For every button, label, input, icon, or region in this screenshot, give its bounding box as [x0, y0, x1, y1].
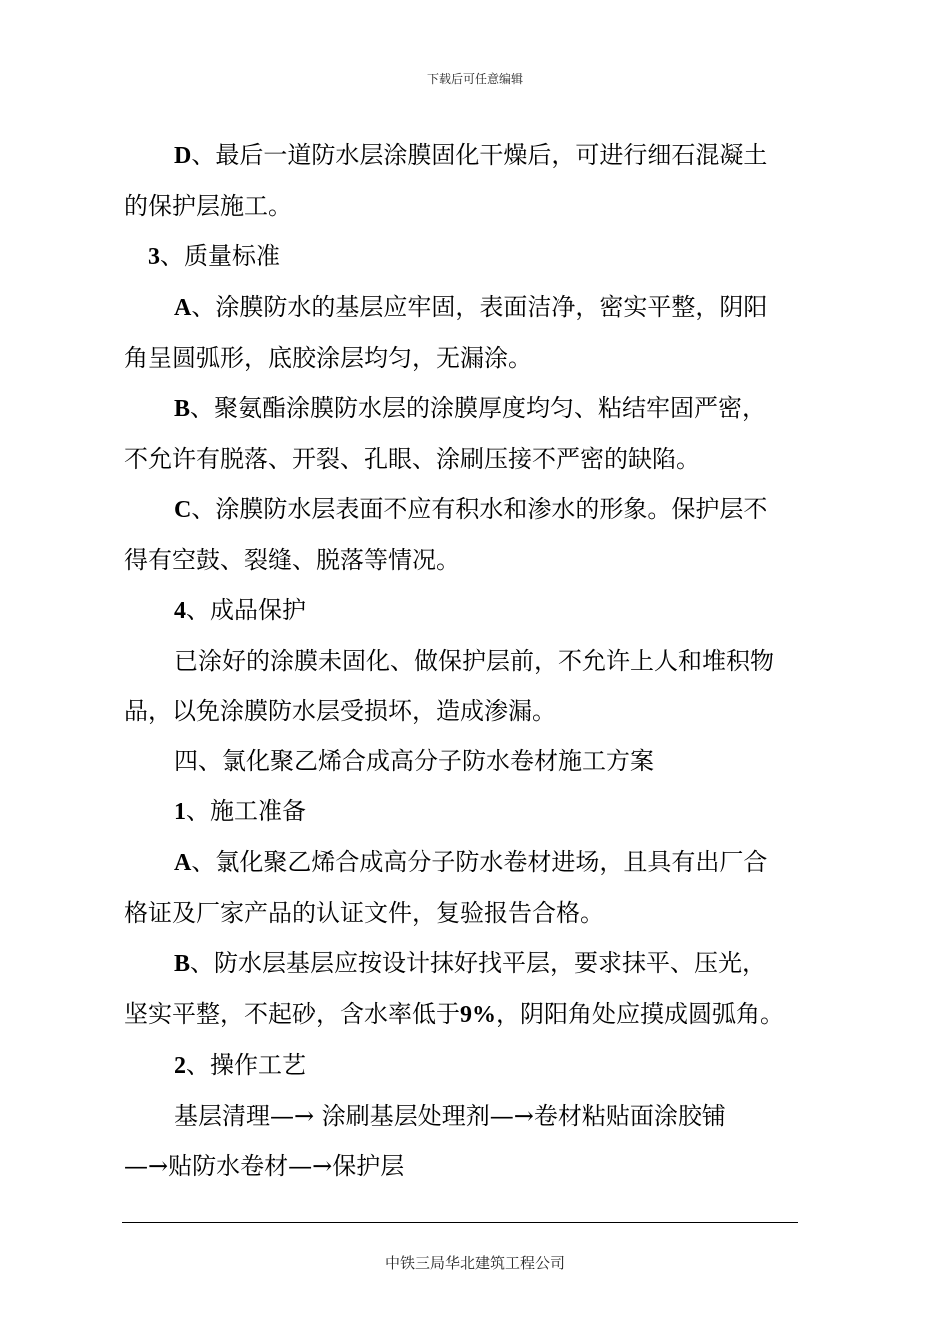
item-marker-a2: A — [174, 850, 192, 876]
flow-step-4: 贴防水卷材 — [168, 1152, 289, 1180]
item-marker-a: A — [174, 295, 192, 321]
flow-arrow-icon: —→ — [288, 1152, 333, 1180]
flow-step-2: 涂刷基层处理剂 — [321, 1102, 490, 1130]
flow-step-1: 基层清理 — [174, 1102, 270, 1130]
prep-b-text: 、防水层基层应按设计抹好找平层，要求抹平、压光， — [190, 949, 767, 977]
item-marker-b2: B — [174, 951, 191, 977]
process-flow-line1 — [124, 1091, 830, 1141]
flow-arrow-icon: —→ — [124, 1152, 169, 1180]
quality-c-text: 、涂膜防水层表面不应有积水和渗水的形象。保护层不 — [191, 495, 768, 523]
process-flow-line2 — [124, 1141, 830, 1191]
page-header: 下载后可任意编辑 — [426, 72, 523, 86]
quality-b-line2: 不允许有脱落、开裂、孔眼、涂刷压接不严密的缺陷。 — [124, 445, 700, 473]
prep-a-line2: 格证及厂家产品的认证文件，复验报告合格。 — [124, 899, 604, 927]
flow-step-3: 卷材粘贴面涂胶铺 — [533, 1102, 726, 1130]
flow-arrow-icon: —→ — [270, 1102, 315, 1130]
moisture-percent: 9% — [460, 1002, 496, 1028]
prep-a-line1 — [124, 837, 830, 888]
prep-b-line2-b: ，阴阳角处应摸成圆弧角。 — [496, 1000, 784, 1028]
quality-heading — [124, 231, 830, 282]
page-footer: 中铁三局华北建筑工程公司 — [384, 1254, 565, 1272]
protection-body-line1: 已涂好的涂膜未固化、做保护层前，不允许上人和堆积物 — [174, 647, 774, 675]
quality-a-text: 、涂膜防水的基层应牢固，表面洁净，密实平整，阴阳 — [191, 293, 768, 321]
prep-heading-text: 、施工准备 — [186, 797, 306, 825]
paragraph-d-line2: 的保护层施工。 — [124, 192, 292, 220]
heading-marker-3: 3 — [148, 244, 160, 270]
quality-b-text: 、聚氨酯涂膜防水层的涂膜厚度均匀、粘结牢固严密， — [190, 394, 767, 422]
process-heading — [124, 1040, 830, 1091]
quality-c-line2: 得有空鼓、裂缝、脱落等情况。 — [124, 546, 460, 574]
heading-marker-4: 4 — [174, 598, 186, 624]
item-marker-b: B — [174, 396, 191, 422]
paragraph-d-line1 — [124, 130, 830, 181]
flow-arrow-icon: —→ — [489, 1102, 534, 1130]
prep-b-line1 — [124, 938, 830, 989]
footer-divider — [122, 1222, 798, 1223]
heading-marker-1: 1 — [174, 799, 186, 825]
quality-heading-text: 、质量标准 — [160, 242, 280, 270]
quality-b-line1 — [124, 383, 830, 434]
document-body — [124, 130, 830, 1191]
quality-a-line1 — [124, 282, 830, 333]
quality-a-line2: 角呈圆弧形，底胶涂层均匀，无漏涂。 — [124, 344, 532, 372]
prep-b-line2-a: 坚实平整，不起砂，含水率低于 — [124, 1000, 460, 1028]
item-marker-c: C — [174, 497, 192, 523]
protection-heading-text: 、成品保护 — [186, 596, 306, 624]
flow-step-5: 保护层 — [332, 1152, 405, 1180]
section-4-heading: 四、氯化聚乙烯合成高分子防水卷材施工方案 — [174, 747, 654, 775]
item-marker-d: D — [174, 143, 192, 169]
paragraph-d-text: 、最后一道防水层涂膜固化干燥后，可进行细石混凝土 — [191, 141, 768, 169]
prep-heading — [124, 786, 830, 837]
prep-b-line2 — [124, 989, 830, 1040]
heading-marker-2: 2 — [174, 1053, 186, 1079]
protection-heading — [124, 585, 830, 636]
process-heading-text: 、操作工艺 — [186, 1051, 306, 1079]
quality-c-line1 — [124, 484, 830, 535]
prep-a-text: 、氯化聚乙烯合成高分子防水卷材进场，且具有出厂合 — [191, 848, 768, 876]
protection-body-line2: 品，以免涂膜防水层受损坏，造成渗漏。 — [124, 697, 556, 725]
